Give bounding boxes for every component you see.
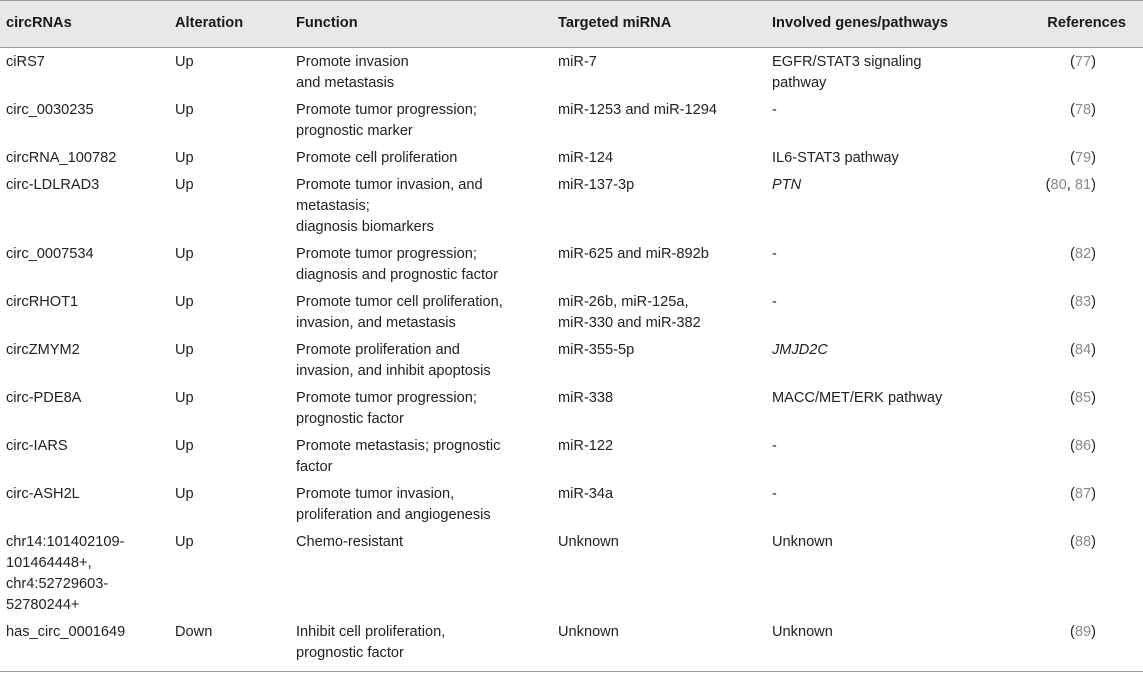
- cell-alteration: Up: [175, 177, 194, 193]
- ref-close: ): [1091, 54, 1096, 70]
- cell-targeted-mirna: miR-338: [558, 390, 614, 406]
- ref-open: (: [1070, 294, 1075, 310]
- cell-circrna: circRHOT1: [6, 294, 79, 310]
- cell-function: Promote tumor progression; diagnosis and prognostic factor: [296, 246, 499, 283]
- header-row: [0, 1, 1143, 48]
- cell-function: Promote invasion and metastasis: [296, 54, 409, 91]
- cell-genes-pathways: -: [772, 246, 777, 262]
- ref-open: (: [1070, 246, 1075, 262]
- table-row: [0, 96, 1143, 144]
- cell-references: [1018, 144, 1143, 171]
- cell-genes-pathways: PTN: [772, 177, 802, 193]
- cell-targeted-mirna: miR-7: [558, 54, 597, 70]
- cell-references: [1018, 618, 1143, 672]
- reference-link[interactable]: 89: [1074, 624, 1092, 640]
- cell-genes-pathways: JMJD2C: [772, 342, 828, 358]
- ref-close: ): [1091, 486, 1096, 502]
- cell-genes-pathways: EGFR/STAT3 signaling pathway: [772, 54, 922, 91]
- cell-function: Chemo-resistant: [296, 534, 404, 550]
- cell-targeted-mirna: miR-625 and miR-892b: [558, 246, 709, 262]
- cell-references: [1018, 288, 1143, 336]
- cell-alteration: Up: [175, 342, 194, 358]
- ref-close: ): [1091, 150, 1096, 166]
- cell-genes-pathways: -: [772, 102, 777, 118]
- cell-targeted-mirna: miR-124: [558, 150, 614, 166]
- cell-references: [1018, 336, 1143, 384]
- ref-close: ): [1091, 624, 1096, 640]
- ref-open: (: [1070, 342, 1075, 358]
- cell-targeted-mirna: miR-137-3p: [558, 177, 635, 193]
- ref-open: (: [1070, 624, 1075, 640]
- ref-close: ): [1091, 534, 1096, 550]
- table-row: [0, 48, 1143, 97]
- table-row: [0, 528, 1143, 618]
- cell-circrna: circ-ASH2L: [6, 486, 80, 502]
- reference-link[interactable]: 77: [1074, 54, 1092, 70]
- header-references: References: [1047, 15, 1126, 31]
- reference-link[interactable]: 82: [1074, 246, 1092, 262]
- cell-targeted-mirna: miR-122: [558, 438, 614, 454]
- reference-link[interactable]: 80: [1050, 177, 1067, 193]
- cell-genes-pathways: MACC/MET/ERK pathway: [772, 390, 943, 406]
- reference-link[interactable]: 81: [1074, 177, 1092, 193]
- table-row: [0, 432, 1143, 480]
- cell-circrna: circ-IARS: [6, 438, 68, 454]
- cell-alteration: Up: [175, 294, 194, 310]
- table-row: [0, 480, 1143, 528]
- cell-targeted-mirna: miR-1253 and miR-1294: [558, 102, 717, 118]
- cell-circrna: circ_0007534: [6, 246, 94, 262]
- cell-alteration: Up: [175, 246, 194, 262]
- ref-separator: ,: [1066, 177, 1075, 193]
- cell-circrna: circ_0030235: [6, 102, 94, 118]
- cell-references: [1018, 48, 1143, 97]
- table-row: [0, 618, 1143, 672]
- cell-function: Promote tumor progression; prognostic factor: [296, 390, 477, 427]
- table-row: [0, 144, 1143, 171]
- cell-alteration: Down: [175, 624, 213, 640]
- cell-alteration: Up: [175, 438, 194, 454]
- header-targeted-mirna: Targeted miRNA: [558, 15, 672, 31]
- cell-function: Promote metastasis; prognostic factor: [296, 438, 501, 475]
- cell-alteration: Up: [175, 54, 194, 70]
- header-function: Function: [296, 15, 358, 31]
- cell-function: Promote tumor progression; prognostic marker: [296, 102, 477, 139]
- cell-function: Promote proliferation and invasion, and inhibit apoptosis: [296, 342, 491, 379]
- ref-open: (: [1070, 150, 1075, 166]
- table-row: [0, 171, 1143, 240]
- cell-targeted-mirna: Unknown: [558, 534, 619, 550]
- ref-open: (: [1045, 177, 1051, 193]
- cell-genes-pathways: Unknown: [772, 624, 833, 640]
- ref-open: (: [1070, 54, 1075, 70]
- cell-alteration: Up: [175, 486, 194, 502]
- ref-open: (: [1070, 438, 1075, 454]
- ref-close: ): [1091, 102, 1096, 118]
- cell-references: [1018, 240, 1143, 288]
- reference-link[interactable]: 83: [1074, 294, 1092, 310]
- cell-genes-pathways: IL6-STAT3 pathway: [772, 150, 899, 166]
- cell-genes-pathways: Unknown: [772, 534, 833, 550]
- cell-circrna: chr14:101402109- 101464448+, chr4:52729603- 52780244+: [6, 534, 125, 613]
- reference-link[interactable]: 86: [1074, 438, 1092, 454]
- cell-references: [1018, 528, 1143, 618]
- cell-targeted-mirna: miR-355-5p: [558, 342, 635, 358]
- ref-close: ): [1091, 438, 1096, 454]
- cell-circrna: has_circ_0001649: [6, 624, 126, 640]
- cell-function: Promote tumor cell proliferation, invasion, and metastasis: [296, 294, 503, 331]
- reference-link[interactable]: 88: [1074, 534, 1092, 550]
- cell-function: Promote cell proliferation: [296, 150, 458, 166]
- reference-link[interactable]: 85: [1074, 390, 1092, 406]
- ref-close: ): [1091, 390, 1096, 406]
- ref-close: ): [1091, 177, 1096, 193]
- cell-circrna: circZMYM2: [6, 342, 80, 358]
- cell-circrna: circRNA_100782: [6, 150, 117, 166]
- cell-alteration: Up: [175, 150, 194, 166]
- cell-function: Promote tumor invasion, proliferation and angiogenesis: [296, 486, 491, 523]
- cell-circrna: circ-PDE8A: [6, 390, 82, 406]
- table-row: [0, 288, 1143, 336]
- cell-circrna: ciRS7: [6, 54, 45, 70]
- cell-alteration: Up: [175, 390, 194, 406]
- ref-open: (: [1070, 102, 1075, 118]
- header-circrnas: circRNAs: [6, 15, 72, 31]
- table-row: [0, 384, 1143, 432]
- cell-genes-pathways: -: [772, 294, 777, 310]
- cell-references: [1018, 96, 1143, 144]
- cell-function: Inhibit cell proliferation, prognostic factor: [296, 624, 446, 661]
- cell-genes-pathways: -: [772, 438, 777, 454]
- cell-references: [1018, 384, 1143, 432]
- table-row: [0, 336, 1143, 384]
- ref-close: ): [1091, 294, 1096, 310]
- header-alteration: Alteration: [175, 15, 244, 31]
- ref-close: ): [1091, 246, 1096, 262]
- cell-references: [1018, 171, 1143, 240]
- cell-references: [1018, 480, 1143, 528]
- reference-link[interactable]: 79: [1074, 150, 1092, 166]
- cell-alteration: Up: [175, 534, 194, 550]
- reference-link[interactable]: 78: [1074, 102, 1092, 118]
- table-row: [0, 240, 1143, 288]
- header-involved-genes: Involved genes/pathways: [772, 15, 948, 31]
- cell-targeted-mirna: Unknown: [558, 624, 619, 640]
- cell-references: [1018, 432, 1143, 480]
- ref-open: (: [1070, 390, 1075, 406]
- cell-circrna: circ-LDLRAD3: [6, 177, 100, 193]
- ref-open: (: [1070, 534, 1075, 550]
- reference-link[interactable]: 84: [1074, 342, 1092, 358]
- cell-genes-pathways: -: [772, 486, 777, 502]
- cell-targeted-mirna: miR-26b, miR-125a, miR-330 and miR-382: [558, 294, 701, 331]
- ref-open: (: [1070, 486, 1075, 502]
- cell-alteration: Up: [175, 102, 194, 118]
- reference-link[interactable]: 87: [1074, 486, 1092, 502]
- cell-function: Promote tumor invasion, and metastasis; diagnosis biomarkers: [296, 177, 483, 235]
- ref-close: ): [1091, 342, 1096, 358]
- cell-targeted-mirna: miR-34a: [558, 486, 614, 502]
